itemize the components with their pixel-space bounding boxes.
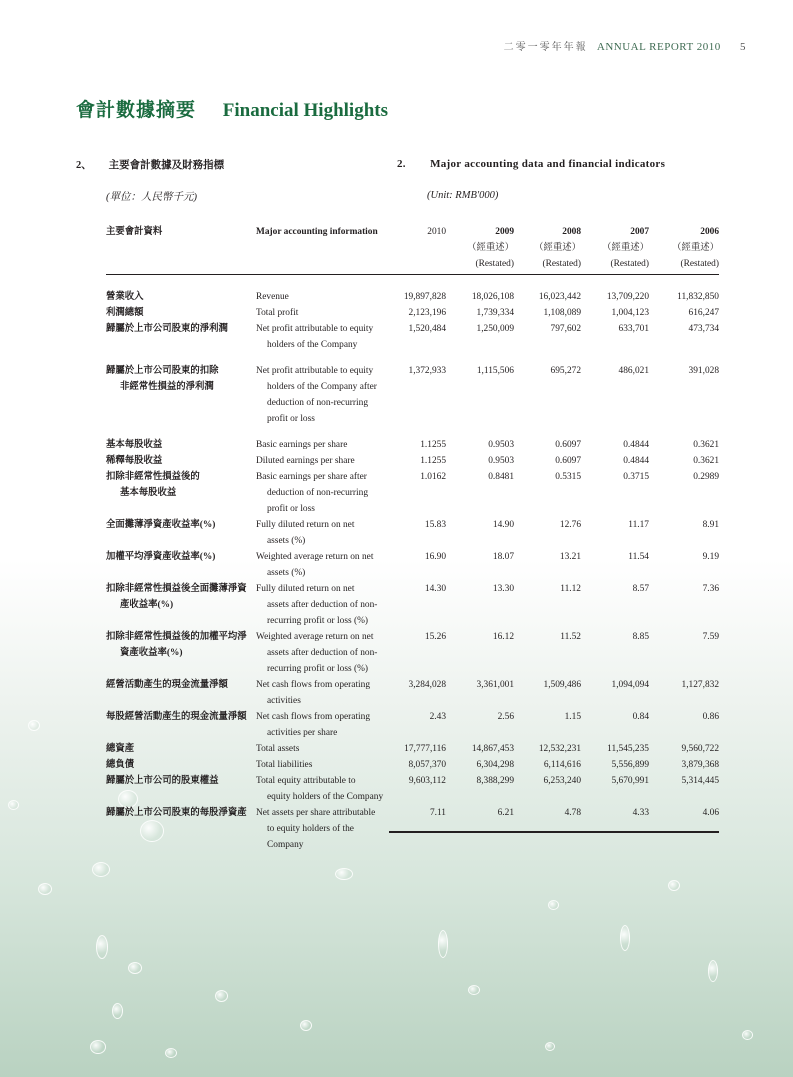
unit-note-cn: (單位：人民幣千元) <box>106 192 197 203</box>
value-cell: 0.5315 <box>555 472 581 482</box>
value-cell: 0.6097 <box>555 456 581 466</box>
row-label-en-line: Total equity attributable to <box>256 776 356 786</box>
column-header-year <box>446 224 514 275</box>
row-label-cn-line: 歸屬於上市公司股東的每股淨資產 <box>106 808 247 818</box>
row-label-en-line: assets after deduction of non- <box>267 600 378 610</box>
value-cell: 5,314,445 <box>681 776 719 786</box>
header-en: ANNUAL REPORT 2010 <box>596 41 721 53</box>
column-header-year <box>649 224 719 275</box>
row-label-en-line: Weighted average return on net <box>256 632 374 642</box>
value-cell: 7.59 <box>702 632 719 642</box>
row-label-cn-line: 經營活動產生的現金流量淨額 <box>106 680 228 690</box>
value-cell: 0.2989 <box>693 472 719 482</box>
row-label-cn <box>106 773 256 805</box>
row-label-cn-line: 扣除非經常性損益後的 <box>106 472 200 482</box>
value-cell: 473,734 <box>688 324 719 334</box>
table-row <box>106 629 719 677</box>
page-title <box>76 95 388 122</box>
value-cell: 695,272 <box>550 366 581 376</box>
value-cell: 616,247 <box>688 308 719 318</box>
value-cell: 0.86 <box>702 712 719 722</box>
value-cell: 0.6097 <box>555 440 581 450</box>
row-label-cn <box>106 709 256 741</box>
value-cell: 7.11 <box>429 808 446 818</box>
value-cell: 0.3621 <box>693 440 719 450</box>
value-cell: 1,509,486 <box>543 680 581 690</box>
table-row <box>106 677 719 709</box>
row-label-cn-line: 基本每股收益 <box>106 440 163 450</box>
row-label-en <box>256 709 396 741</box>
row-label-en-line: Fully diluted return on net <box>256 520 355 530</box>
row-label-en-line: activities per share <box>267 728 338 738</box>
row-label-cn-line: 資產收益率(%) <box>120 648 183 658</box>
value-cell: 2.56 <box>497 712 514 722</box>
restated-label-cn: （經重述） <box>602 243 649 253</box>
value-cell: 5,670,991 <box>611 776 649 786</box>
table-row <box>106 289 719 305</box>
value-cell: 15.26 <box>424 632 446 642</box>
row-label-en-line: Total assets <box>256 744 300 754</box>
row-label-en <box>256 305 396 321</box>
row-label-cn-line: 歸屬於上市公司股東的扣除 <box>106 366 219 376</box>
row-label-en-line: Net profit attributable to equity <box>256 324 374 334</box>
row-label-cn <box>106 469 256 517</box>
value-cell: 8,057,370 <box>408 760 446 770</box>
value-cell: 391,028 <box>688 366 719 376</box>
row-label-cn <box>106 363 256 427</box>
table-row <box>106 581 719 629</box>
year-label: 2010 <box>427 227 446 237</box>
value-cell: 9,560,722 <box>681 744 719 754</box>
row-label-en-line: holders of the Company after <box>267 382 377 392</box>
row-label-cn <box>106 629 256 677</box>
row-label-cn <box>106 321 256 353</box>
row-label-en-line: holders of the Company <box>267 340 358 350</box>
row-label-cn <box>106 305 256 321</box>
column-header-year <box>581 224 649 275</box>
row-label-cn-line: 總資產 <box>106 744 135 754</box>
section-number-cn: 2、 <box>76 160 92 171</box>
row-label-en <box>256 437 396 453</box>
row-label-en-line: Weighted average return on net <box>256 552 374 562</box>
year-label: 2006 <box>700 227 719 237</box>
row-label-en <box>256 321 396 353</box>
header-cn: 二零一零年年報 <box>503 42 588 53</box>
column-header-en: Major accounting information <box>256 224 396 275</box>
row-label-en <box>256 289 396 305</box>
row-label-cn-line: 利潤總額 <box>106 308 144 318</box>
row-label-en-line: Net profit attributable to equity <box>256 366 374 376</box>
row-label-en-line: recurring profit or loss (%) <box>267 664 369 674</box>
value-cell: 3,879,368 <box>681 760 719 770</box>
value-cell: 4.33 <box>632 808 649 818</box>
row-label-cn-line: 基本每股收益 <box>120 488 177 498</box>
value-cell: 0.9503 <box>488 456 514 466</box>
row-label-en-line: Basic earnings per share <box>256 440 348 450</box>
value-cell: 16,023,442 <box>538 292 581 302</box>
row-label-en <box>256 469 396 517</box>
value-cell: 0.3621 <box>693 456 719 466</box>
value-cell: 4.78 <box>564 808 581 818</box>
section-heading-en <box>397 158 665 170</box>
restated-label-en: (Restated) <box>542 259 581 269</box>
row-label-cn-line: 非經常性損益的淨利潤 <box>120 382 214 392</box>
table-row <box>106 363 719 427</box>
row-label-cn <box>106 581 256 629</box>
table-row <box>106 453 719 469</box>
column-header-year <box>396 224 446 275</box>
table-row <box>106 757 719 773</box>
value-cell: 1,127,832 <box>681 680 719 690</box>
value-cell: 3,361,001 <box>476 680 514 690</box>
row-label-en-line: recurring profit or loss (%) <box>267 616 369 626</box>
restated-label-cn: （經重述） <box>467 243 514 253</box>
value-cell: 19,897,828 <box>403 292 446 302</box>
row-label-en-line: Net cash flows from operating <box>256 680 371 690</box>
column-header-cn: 主要會計資料 <box>106 224 256 275</box>
value-cell: 13.30 <box>492 584 514 594</box>
value-cell: 0.3715 <box>623 472 649 482</box>
value-cell: 1,739,334 <box>476 308 514 318</box>
value-cell: 2,123,196 <box>408 308 446 318</box>
row-label-en-line: Net cash flows from operating <box>256 712 371 722</box>
header-gap <box>106 275 719 290</box>
value-cell: 0.4844 <box>623 440 649 450</box>
row-label-en-line: Diluted earnings per share <box>256 456 355 466</box>
row-label-en-line: Basic earnings per share after <box>256 472 367 482</box>
row-label-en-line: Total liabilities <box>256 760 313 770</box>
row-label-cn <box>106 805 256 853</box>
value-cell: 5,556,899 <box>611 760 649 770</box>
value-cell: 1,115,506 <box>476 366 514 376</box>
value-cell: 8,388,299 <box>476 776 514 786</box>
value-cell: 2.43 <box>429 712 446 722</box>
restated-label-en: (Restated) <box>680 259 719 269</box>
row-label-cn <box>106 741 256 757</box>
running-header <box>504 38 746 53</box>
value-cell: 0.84 <box>632 712 649 722</box>
row-label-cn <box>106 453 256 469</box>
row-label-en <box>256 741 396 757</box>
restated-label-en: (Restated) <box>610 259 649 269</box>
row-label-en <box>256 629 396 677</box>
value-cell: 8.57 <box>632 584 649 594</box>
value-cell: 6,304,298 <box>476 760 514 770</box>
value-cell: 3,284,028 <box>408 680 446 690</box>
value-cell: 1.1255 <box>420 440 446 450</box>
row-label-cn-line: 加權平均淨資產收益率(%) <box>106 552 216 562</box>
table-row <box>106 305 719 321</box>
value-cell: 14.30 <box>424 584 446 594</box>
value-cell: 6.21 <box>497 808 514 818</box>
row-label-en-line: Revenue <box>256 292 289 302</box>
row-label-cn-line: 扣除非經常性損益後全面攤薄淨資 <box>106 584 247 594</box>
row-label-en-line: profit or loss <box>267 414 315 424</box>
row-label-cn-line: 歸屬於上市公司的股東權益 <box>106 776 219 786</box>
row-label-cn <box>106 549 256 581</box>
row-label-en <box>256 677 396 709</box>
section-heading-cn <box>76 157 224 172</box>
year-label: 2008 <box>562 227 581 237</box>
page-title-cn: 會計數據摘要 <box>76 100 197 121</box>
restated-label-en: (Restated) <box>475 259 514 269</box>
table-row <box>106 805 719 853</box>
value-cell: 17,777,116 <box>404 744 446 754</box>
unit-note-en: (Unit: RMB'000) <box>427 190 499 201</box>
table-row <box>106 741 719 757</box>
value-cell: 9.19 <box>702 552 719 562</box>
row-label-en-line: assets after deduction of non- <box>267 648 378 658</box>
row-label-en-line: deduction of non-recurring <box>267 488 369 498</box>
value-cell: 1,250,009 <box>476 324 514 334</box>
column-header-year <box>514 224 581 275</box>
value-cell: 11.12 <box>560 584 581 594</box>
row-label-en <box>256 757 396 773</box>
table-row <box>106 469 719 517</box>
value-cell: 15.83 <box>424 520 446 530</box>
value-cell: 797,602 <box>550 324 581 334</box>
row-label-cn <box>106 757 256 773</box>
value-cell: 1.1255 <box>420 456 446 466</box>
row-label-en <box>256 581 396 629</box>
row-label-cn-line: 全面攤薄淨資產收益率(%) <box>106 520 216 530</box>
row-label-en <box>256 363 396 427</box>
page-number: 5 <box>740 41 746 53</box>
restated-label-cn: （經重述） <box>534 243 581 253</box>
value-cell: 13,709,220 <box>606 292 649 302</box>
financial-highlights-table <box>106 224 719 853</box>
row-label-en <box>256 517 396 549</box>
row-label-en-line: assets (%) <box>267 568 306 578</box>
section-title-cn: 主要會計數據及財務指標 <box>108 160 225 171</box>
value-cell: 12.76 <box>559 520 581 530</box>
value-cell: 11.52 <box>560 632 581 642</box>
page-title-en: Financial Highlights <box>222 100 388 121</box>
value-cell: 0.4844 <box>623 456 649 466</box>
row-label-en-line: Net assets per share attributable <box>256 808 376 818</box>
year-label: 2007 <box>630 227 649 237</box>
table-row <box>106 321 719 353</box>
value-cell: 1.15 <box>564 712 581 722</box>
value-cell: 1,108,089 <box>543 308 581 318</box>
row-label-en-line: profit or loss <box>267 504 315 514</box>
row-label-cn <box>106 289 256 305</box>
table-row <box>106 773 719 805</box>
value-cell: 8.91 <box>702 520 719 530</box>
value-cell: 11,832,850 <box>677 292 719 302</box>
section-title-en: Major accounting data and financial indicators <box>430 158 666 170</box>
row-label-en-line: Company <box>267 840 304 850</box>
value-cell: 14,867,453 <box>471 744 514 754</box>
row-label-cn-line: 總負債 <box>106 760 135 770</box>
section-number-en: 2. <box>397 158 406 170</box>
value-cell: 4.06 <box>702 808 719 818</box>
row-label-cn <box>106 677 256 709</box>
row-label-en <box>256 549 396 581</box>
value-cell: 1,094,094 <box>611 680 649 690</box>
table-body <box>106 289 719 853</box>
value-cell: 11.54 <box>628 552 649 562</box>
value-cell: 14.90 <box>492 520 514 530</box>
value-cell: 13.21 <box>559 552 581 562</box>
value-cell: 6,253,240 <box>543 776 581 786</box>
value-cell: 1,520,484 <box>408 324 446 334</box>
row-label-en-line: assets (%) <box>267 536 306 546</box>
row-label-cn <box>106 437 256 453</box>
row-label-cn-line: 每股經營活動產生的現金流量淨額 <box>106 712 247 722</box>
value-cell: 12,532,231 <box>538 744 581 754</box>
row-label-en-line: Fully diluted return on net <box>256 584 355 594</box>
row-label-en <box>256 773 396 805</box>
row-label-en-line: Total profit <box>256 308 299 318</box>
row-label-en-line: to equity holders of the <box>267 824 354 834</box>
value-cell: 0.9503 <box>488 440 514 450</box>
value-cell: 11.17 <box>628 520 649 530</box>
value-cell: 7.36 <box>702 584 719 594</box>
row-label-cn-line: 稀釋每股收益 <box>106 456 163 466</box>
value-cell: 486,021 <box>618 366 649 376</box>
row-label-cn-line: 扣除非經常性損益後的加權平均淨 <box>106 632 247 642</box>
table-row <box>106 517 719 549</box>
value-cell: 8.85 <box>632 632 649 642</box>
value-cell: 16.90 <box>424 552 446 562</box>
row-spacer <box>106 353 719 363</box>
row-label-cn-line: 營業收入 <box>106 292 144 302</box>
value-cell: 18,026,108 <box>471 292 514 302</box>
value-cell: 1,004,123 <box>611 308 649 318</box>
value-cell: 1,372,933 <box>408 366 446 376</box>
table-bottom-rule <box>389 831 719 833</box>
value-cell: 0.8481 <box>488 472 514 482</box>
value-cell: 18.07 <box>492 552 514 562</box>
row-label-en-line: activities <box>267 696 301 706</box>
row-label-cn <box>106 517 256 549</box>
table-row <box>106 709 719 741</box>
row-spacer <box>106 427 719 437</box>
value-cell: 11,545,235 <box>607 744 649 754</box>
value-cell: 633,701 <box>618 324 649 334</box>
value-cell: 16.12 <box>492 632 514 642</box>
row-label-cn-line: 歸屬於上市公司股東的淨利潤 <box>106 324 228 334</box>
table-header-row <box>106 224 719 275</box>
restated-label-cn: （經重述） <box>672 243 719 253</box>
value-cell: 6,114,616 <box>543 760 581 770</box>
table-row <box>106 437 719 453</box>
row-label-en-line: equity holders of the Company <box>267 792 384 802</box>
value-cell: 1.0162 <box>420 472 446 482</box>
table-row <box>106 549 719 581</box>
row-label-en <box>256 805 396 853</box>
value-cell: 9,603,112 <box>408 776 446 786</box>
row-label-en <box>256 453 396 469</box>
row-label-cn-line: 產收益率(%) <box>120 600 174 610</box>
year-label: 2009 <box>495 227 514 237</box>
row-label-en-line: deduction of non-recurring <box>267 398 369 408</box>
